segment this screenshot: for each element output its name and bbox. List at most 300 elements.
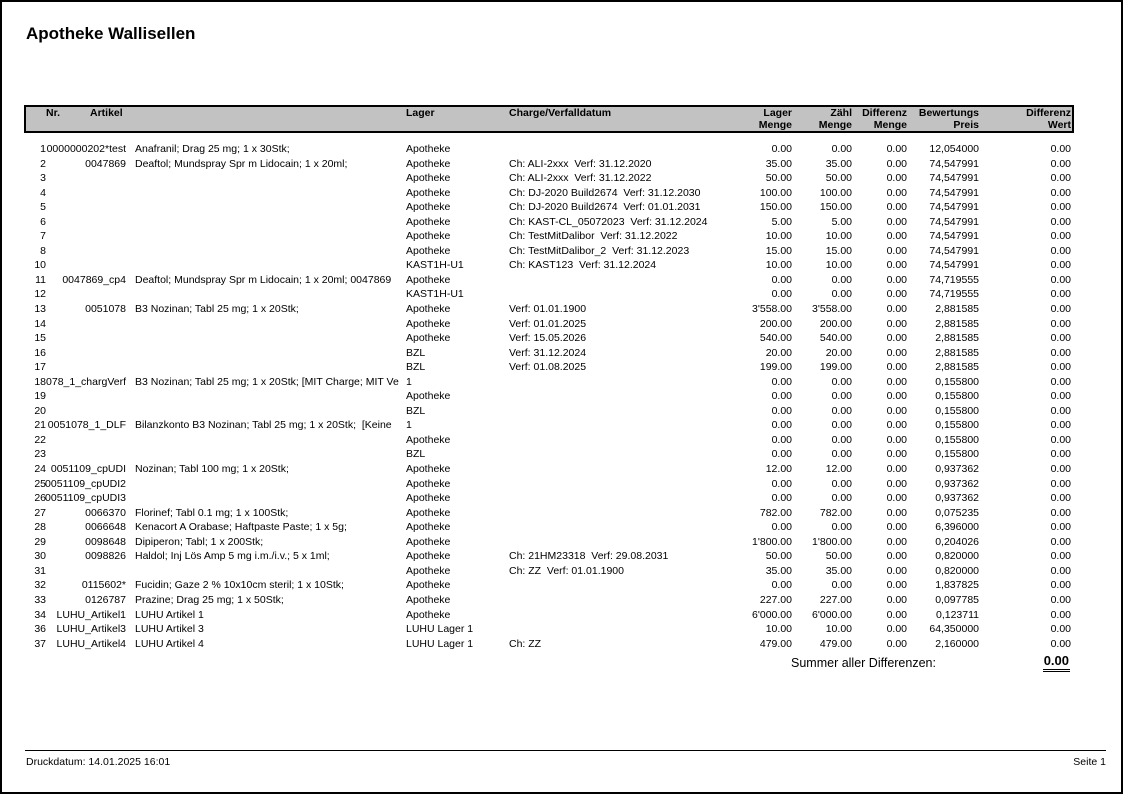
- cell-lager: LUHU Lager 1: [406, 637, 474, 650]
- cell-nr: 34: [34, 608, 46, 621]
- cell-charge: [506, 506, 721, 521]
- cell-dm: 0.00: [886, 215, 907, 228]
- cell-lager: BZL: [406, 448, 426, 461]
- cell-nr: 11: [35, 273, 46, 286]
- cell-nr: 31: [34, 564, 46, 577]
- table-row: [24, 229, 1074, 244]
- cell-dw: 0.00: [1050, 506, 1071, 519]
- cell-charge: [506, 622, 721, 637]
- cell-artnr: 0051109_cpUDI3: [45, 492, 126, 505]
- cell-bp: 1,837825: [935, 579, 979, 592]
- col-header-lager: Lager: [406, 107, 435, 119]
- cell-zm: 0.00: [831, 288, 852, 301]
- cell-dw: 0.00: [1050, 593, 1071, 606]
- cell-charge: [506, 418, 721, 433]
- table-row: [24, 317, 1074, 332]
- cell-nr: 3: [40, 172, 46, 185]
- cell-artikel: LUHU Artikel 1: [135, 608, 204, 621]
- cell-lm: 0.00: [771, 433, 792, 446]
- cell-artikel: [126, 404, 406, 419]
- cell-charge: [506, 520, 721, 535]
- cell-lager: Apotheke: [406, 143, 451, 155]
- cell-lager: BZL: [406, 346, 426, 359]
- table-row: [24, 360, 1074, 375]
- cell-artnr: [46, 346, 126, 361]
- cell-dm: 0.00: [886, 317, 907, 330]
- cell-nr: 16: [34, 346, 46, 359]
- summary-total-value: [970, 653, 1070, 672]
- cell-bp: 74,547991: [929, 215, 979, 228]
- cell-dm: 0.00: [886, 448, 907, 461]
- cell-lager: Apotheke: [406, 230, 451, 243]
- cell-bp: 0,155800: [935, 375, 979, 388]
- cell-lm: 0.00: [771, 404, 792, 417]
- cell-lager: BZL: [406, 361, 426, 374]
- cell-charge: [506, 273, 721, 288]
- cell-charge: Verf: 01.08.2025: [509, 361, 587, 374]
- cell-lm: 6'000.00: [752, 608, 792, 621]
- cell-charge: Ch: TestMitDalibor_2 Verf: 31.12.2023: [509, 244, 690, 257]
- table-row: [24, 447, 1074, 462]
- footer-divider: [25, 750, 1106, 751]
- cell-dm: 0.00: [886, 593, 907, 606]
- cell-zm: 200.00: [819, 317, 852, 330]
- table-row: [24, 520, 1074, 535]
- cell-charge: Ch: ZZ: [509, 637, 542, 650]
- cell-dw: 0.00: [1050, 375, 1071, 388]
- cell-dm: 0.00: [886, 521, 907, 534]
- cell-nr: 27: [34, 506, 46, 519]
- cell-dm: 0.00: [886, 477, 907, 490]
- cell-nr: 13: [34, 303, 46, 316]
- cell-artikel: [126, 331, 406, 346]
- cell-lager: Apotheke: [406, 201, 451, 214]
- cell-dw: 0.00: [1050, 448, 1071, 461]
- cell-nr: 8: [40, 244, 46, 257]
- cell-artikel: [126, 491, 406, 506]
- cell-lager: Apotheke: [406, 535, 451, 548]
- cell-dw: 0.00: [1050, 623, 1071, 636]
- cell-bp: 0,937362: [935, 492, 979, 505]
- cell-artikel: Nozinan; Tabl 100 mg; 1 x 20Stk;: [135, 463, 289, 476]
- cell-zm: 10.00: [825, 259, 852, 272]
- col-header-differenz-wert-2: Wert: [1047, 119, 1071, 131]
- table-body: [24, 142, 1074, 651]
- cell-dm: 0.00: [886, 637, 907, 650]
- cell-zm: 0.00: [831, 375, 852, 388]
- cell-dm: 0.00: [886, 390, 907, 403]
- cell-bp: 74,547991: [929, 244, 979, 257]
- cell-artikel: [126, 287, 406, 302]
- cell-bp: 74,547991: [929, 157, 979, 170]
- cell-dm: 0.00: [886, 608, 907, 621]
- cell-lager: Apotheke: [406, 506, 451, 519]
- cell-bp: 2,881585: [935, 361, 979, 374]
- table-row: [24, 244, 1074, 259]
- cell-lm: 12.00: [765, 463, 792, 476]
- page-number: Seite 1: [1073, 756, 1106, 768]
- cell-artnr: 0051109_cpUDI2: [45, 477, 126, 490]
- cell-lm: 0.00: [771, 448, 792, 461]
- cell-bp: 0,937362: [935, 463, 979, 476]
- cell-lm: 0.00: [771, 390, 792, 403]
- cell-bp: 2,881585: [935, 317, 979, 330]
- cell-dm: 0.00: [886, 492, 907, 505]
- cell-charge: Ch: ZZ Verf: 01.01.1900: [509, 564, 624, 577]
- cell-artnr: [46, 317, 126, 332]
- cell-artikel: [126, 171, 406, 186]
- cell-artnr: LUHU_Artikel3: [56, 623, 126, 636]
- col-header-zaehl-menge-2: Menge: [818, 119, 852, 131]
- col-header-artikel: Artikel: [90, 107, 123, 119]
- cell-dw: 0.00: [1050, 637, 1071, 650]
- cell-charge: [506, 491, 721, 506]
- cell-bp: 0,155800: [935, 390, 979, 403]
- cell-nr: 28: [34, 521, 46, 534]
- cell-lm: 100.00: [759, 186, 792, 199]
- cell-charge: [506, 287, 721, 302]
- cell-lager: Apotheke: [406, 579, 451, 592]
- cell-lm: 10.00: [765, 230, 792, 243]
- cell-lm: 0.00: [771, 273, 792, 286]
- cell-dw: 0.00: [1050, 579, 1071, 592]
- cell-lm: 50.00: [765, 172, 792, 185]
- cell-lm: 0.00: [771, 375, 792, 388]
- col-header-differenz-wert: Differenz: [1026, 107, 1071, 119]
- cell-artnr: [46, 433, 126, 448]
- cell-dw: 0.00: [1050, 564, 1071, 577]
- cell-bp: 2,881585: [935, 332, 979, 345]
- cell-lager: Apotheke: [406, 463, 451, 476]
- cell-lm: 0.00: [771, 288, 792, 301]
- cell-artikel: [126, 389, 406, 404]
- cell-lm: 0.00: [771, 143, 792, 155]
- cell-lm: 35.00: [765, 564, 792, 577]
- cell-zm: 100.00: [819, 186, 852, 199]
- cell-bp: 74,547991: [929, 201, 979, 214]
- cell-lm: 50.00: [765, 550, 792, 563]
- cell-lm: 5.00: [771, 215, 792, 228]
- cell-bp: 74,547991: [929, 186, 979, 199]
- table-row: [24, 215, 1074, 230]
- summary-label: Summer aller Differenzen:: [791, 656, 936, 670]
- cell-lm: 3'558.00: [752, 303, 792, 316]
- cell-artnr: 0051109_cpUDI: [50, 463, 126, 476]
- cell-artnr: [46, 331, 126, 346]
- cell-artnr: 0126787: [85, 593, 126, 606]
- cell-dw: 0.00: [1050, 361, 1071, 374]
- col-header-nr: Nr.: [46, 107, 61, 119]
- cell-artikel: Deaftol; Mundspray Spr m Lidocain; 1 x 20ml; 0047869: [135, 273, 392, 286]
- cell-nr: 5: [40, 201, 46, 214]
- cell-dw: 0.00: [1050, 157, 1071, 170]
- cell-nr: 2: [40, 157, 46, 170]
- cell-dw: 0.00: [1050, 535, 1071, 548]
- cell-charge: Ch: TestMitDalibor Verf: 31.12.2022: [509, 230, 678, 243]
- cell-zm: 782.00: [819, 506, 852, 519]
- cell-lm: 0.00: [771, 579, 792, 592]
- cell-zm: 35.00: [825, 157, 852, 170]
- cell-lager: Apotheke: [406, 186, 451, 199]
- cell-dw: 0.00: [1050, 550, 1071, 563]
- cell-nr: 15: [34, 332, 46, 345]
- cell-bp: 64,350000: [929, 623, 979, 636]
- cell-dw: 0.00: [1050, 419, 1071, 432]
- table-row: [24, 404, 1074, 419]
- cell-charge: Ch: DJ-2020 Build2674 Verf: 01.01.2031: [509, 201, 701, 214]
- table-row: [24, 535, 1074, 550]
- cell-nr: 21: [34, 419, 46, 432]
- cell-lager: Apotheke: [406, 550, 451, 563]
- cell-lm: 540.00: [759, 332, 792, 345]
- cell-artikel: [126, 317, 406, 332]
- cell-artnr: [46, 229, 126, 244]
- table-row: [24, 549, 1074, 564]
- cell-bp: 2,881585: [935, 346, 979, 359]
- cell-dm: 0.00: [886, 288, 907, 301]
- cell-bp: 0,097785: [935, 593, 979, 606]
- cell-zm: 0.00: [831, 273, 852, 286]
- cell-charge: Verf: 01.01.1900: [509, 303, 587, 316]
- cell-nr: 18: [34, 375, 46, 388]
- table-header-line-2: [26, 119, 1072, 131]
- cell-lm: 0.00: [771, 477, 792, 490]
- cell-dm: 0.00: [886, 375, 907, 388]
- cell-zm: 150.00: [819, 201, 852, 214]
- cell-dw: 0.00: [1050, 215, 1071, 228]
- cell-nr: 20: [34, 404, 46, 417]
- cell-artikel: LUHU Artikel 3: [135, 623, 204, 636]
- cell-lager: Apotheke: [406, 390, 451, 403]
- cell-zm: 0.00: [831, 419, 852, 432]
- cell-artnr: 0066648: [85, 521, 126, 534]
- cell-dw: 0.00: [1050, 186, 1071, 199]
- cell-artikel: Deaftol; Mundspray Spr m Lidocain; 1 x 20ml;: [135, 157, 348, 170]
- table-header-line-1: [26, 107, 1072, 119]
- cell-dw: 0.00: [1050, 244, 1071, 257]
- cell-artnr: 0051078: [85, 303, 126, 316]
- cell-charge: [506, 593, 721, 608]
- cell-zm: 50.00: [825, 550, 852, 563]
- cell-dm: 0.00: [886, 157, 907, 170]
- cell-charge: Verf: 15.05.2026: [509, 332, 587, 345]
- cell-dm: 0.00: [886, 244, 907, 257]
- cell-dm: 0.00: [886, 273, 907, 286]
- table-row: [24, 258, 1074, 273]
- cell-lager: Apotheke: [406, 433, 451, 446]
- table-row: [24, 637, 1074, 652]
- cell-dw: 0.00: [1050, 521, 1071, 534]
- cell-artnr: [46, 200, 126, 215]
- cell-dw: 0.00: [1050, 390, 1071, 403]
- cell-charge: [506, 535, 721, 550]
- cell-artikel: [126, 244, 406, 259]
- cell-artnr: LUHU_Artikel4: [56, 637, 126, 650]
- cell-dw: 0.00: [1050, 346, 1071, 359]
- cell-charge: [506, 477, 721, 492]
- cell-nr: 25: [34, 477, 46, 490]
- cell-bp: 74,719555: [929, 288, 979, 301]
- table-row: [24, 302, 1074, 317]
- cell-dm: 0.00: [886, 404, 907, 417]
- cell-dw: 0.00: [1050, 404, 1071, 417]
- cell-bp: 0,937362: [935, 477, 979, 490]
- cell-zm: 10.00: [825, 230, 852, 243]
- cell-nr: 14: [34, 317, 46, 330]
- cell-artikel: [126, 215, 406, 230]
- cell-nr: 26: [34, 492, 46, 505]
- cell-zm: 199.00: [819, 361, 852, 374]
- cell-bp: 74,719555: [929, 273, 979, 286]
- cell-bp: 0,155800: [935, 419, 979, 432]
- print-date: Druckdatum: 14.01.2025 16:01: [26, 756, 171, 768]
- cell-artnr: [46, 171, 126, 186]
- cell-charge: [506, 462, 721, 477]
- cell-artnr: [46, 447, 126, 462]
- cell-lm: 199.00: [759, 361, 792, 374]
- cell-lm: 15.00: [765, 244, 792, 257]
- cell-zm: 479.00: [819, 637, 852, 650]
- cell-lager: 1: [406, 375, 412, 388]
- cell-dm: 0.00: [886, 535, 907, 548]
- cell-artikel: [126, 360, 406, 375]
- cell-dm: 0.00: [886, 186, 907, 199]
- cell-nr: 19: [34, 390, 46, 403]
- cell-bp: 2,881585: [935, 303, 979, 316]
- cell-artikel: [126, 346, 406, 361]
- cell-dm: 0.00: [886, 230, 907, 243]
- cell-nr: 29: [34, 535, 46, 548]
- cell-charge: [506, 447, 721, 462]
- cell-nr: 37: [34, 637, 46, 650]
- cell-dm: 0.00: [886, 579, 907, 592]
- cell-artikel: [126, 433, 406, 448]
- col-header-differenz-menge-2: Menge: [873, 119, 907, 131]
- cell-artnr: 078_1_chargVerf: [46, 375, 126, 388]
- cell-zm: 0.00: [831, 477, 852, 490]
- cell-artikel: B3 Nozinan; Tabl 25 mg; 1 x 20Stk;: [135, 303, 299, 316]
- cell-dw: 0.00: [1050, 477, 1071, 490]
- cell-dm: 0.00: [886, 259, 907, 272]
- cell-bp: 0,123711: [935, 608, 979, 621]
- cell-dw: 0.00: [1050, 303, 1071, 316]
- cell-lager: Apotheke: [406, 172, 451, 185]
- cell-charge: [506, 433, 721, 448]
- table-row: [24, 622, 1074, 637]
- cell-artnr: 0047869: [85, 157, 126, 170]
- cell-lager: KAST1H-U1: [406, 259, 464, 272]
- table-row: [24, 418, 1074, 433]
- cell-dm: 0.00: [886, 332, 907, 345]
- cell-lager: Apotheke: [406, 244, 451, 257]
- col-header-zaehl-menge: Zähl: [830, 107, 852, 119]
- cell-zm: 10.00: [825, 623, 852, 636]
- cell-lager: Apotheke: [406, 608, 451, 621]
- cell-lm: 35.00: [765, 157, 792, 170]
- cell-artikel: Fucidin; Gaze 2 % 10x10cm steril; 1 x 10Stk;: [135, 579, 344, 592]
- cell-dm: 0.00: [886, 550, 907, 563]
- cell-dm: 0.00: [886, 564, 907, 577]
- cell-artikel: [126, 447, 406, 462]
- cell-zm: 0.00: [831, 579, 852, 592]
- table-row: [24, 564, 1074, 579]
- cell-nr: 4: [40, 186, 46, 199]
- cell-lm: 10.00: [765, 623, 792, 636]
- cell-dm: 0.00: [886, 463, 907, 476]
- cell-zm: 12.00: [825, 463, 852, 476]
- cell-artnr: [46, 186, 126, 201]
- cell-artnr: [46, 389, 126, 404]
- cell-artnr: [46, 287, 126, 302]
- cell-artnr: [46, 244, 126, 259]
- cell-lager: 1: [406, 419, 412, 432]
- cell-charge: [506, 578, 721, 593]
- cell-dm: 0.00: [886, 303, 907, 316]
- cell-zm: 0.00: [831, 390, 852, 403]
- cell-bp: 0,820000: [935, 564, 979, 577]
- cell-zm: 1'800.00: [812, 535, 852, 548]
- cell-charge: [506, 375, 721, 390]
- cell-artnr: [46, 215, 126, 230]
- cell-zm: 0.00: [831, 404, 852, 417]
- cell-lm: 479.00: [759, 637, 792, 650]
- cell-dm: 0.00: [886, 433, 907, 446]
- cell-bp: 2,160000: [935, 637, 979, 650]
- cell-lager: Apotheke: [406, 317, 451, 330]
- cell-charge: Ch: 21HM23318 Verf: 29.08.2031: [509, 550, 669, 563]
- cell-lm: 0.00: [771, 492, 792, 505]
- cell-zm: 0.00: [831, 433, 852, 446]
- cell-nr: 7: [40, 230, 46, 243]
- cell-lager: Apotheke: [406, 303, 451, 316]
- cell-zm: 3'558.00: [812, 303, 852, 316]
- cell-zm: 5.00: [831, 215, 852, 228]
- cell-lager: BZL: [406, 404, 426, 417]
- cell-artnr: 0066370: [85, 506, 126, 519]
- cell-artnr: LUHU_Artikel1: [56, 608, 126, 621]
- cell-lm: 227.00: [759, 593, 792, 606]
- cell-zm: 35.00: [825, 564, 852, 577]
- cell-lager: Apotheke: [406, 332, 451, 345]
- cell-lager: Apotheke: [406, 477, 451, 490]
- cell-zm: 0.00: [831, 143, 852, 155]
- cell-charge: [506, 608, 721, 623]
- table-row: [24, 375, 1074, 390]
- table-row: [24, 142, 1074, 157]
- cell-nr: 6: [40, 215, 46, 228]
- cell-lm: 0.00: [771, 419, 792, 432]
- cell-zm: 50.00: [825, 172, 852, 185]
- cell-lager: KAST1H-U1: [406, 288, 464, 301]
- cell-lager: Apotheke: [406, 564, 451, 577]
- cell-dw: 0.00: [1050, 172, 1071, 185]
- cell-charge: [506, 142, 721, 157]
- col-header-differenz-menge: Differenz: [862, 107, 907, 119]
- cell-lager: Apotheke: [406, 521, 451, 534]
- cell-dm: 0.00: [886, 346, 907, 359]
- cell-charge: Ch: DJ-2020 Build2674 Verf: 31.12.2030: [509, 186, 701, 199]
- cell-artnr: [46, 564, 126, 579]
- cell-bp: 74,547991: [929, 230, 979, 243]
- table-row: [24, 273, 1074, 288]
- cell-lm: 1'800.00: [752, 535, 792, 548]
- cell-lager: Apotheke: [406, 492, 451, 505]
- cell-lager: LUHU Lager 1: [406, 623, 474, 636]
- table-row: [24, 608, 1074, 623]
- table-row: [24, 171, 1074, 186]
- cell-dm: 0.00: [886, 143, 907, 155]
- cell-dw: 0.00: [1050, 463, 1071, 476]
